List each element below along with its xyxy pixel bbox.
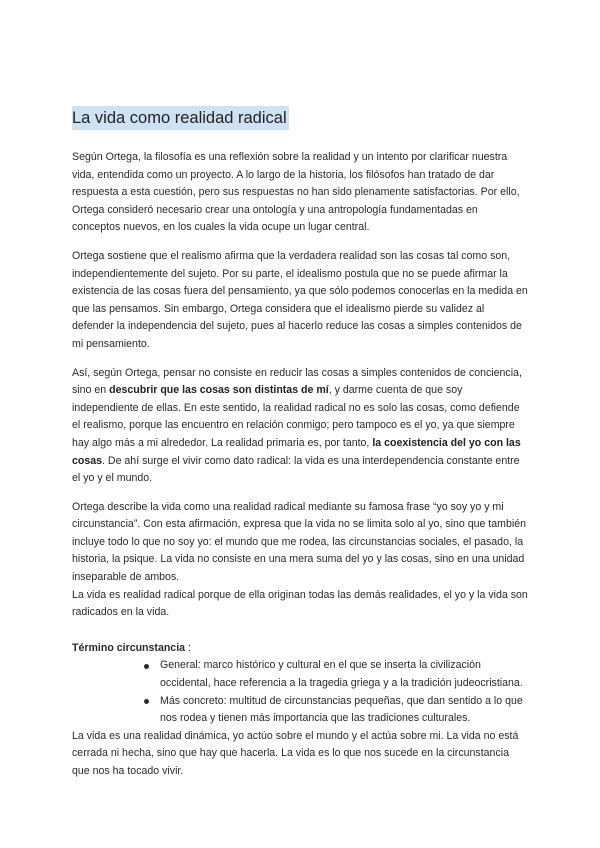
- paragraph-circumstance: Ortega describe la vida como una realidad radical mediante su famosa frase “yo soy yo y mi circunstancia”. Con esta afirmación, expresa que la vida no se limita solo al yo, sino que también incluye todo lo que no soy yo: el mundo que me rodea, las circunstancias sociales, el pasado, la historia, la psique. La vida no consiste en una mera suma del yo y las cosas, sino en una unidad inseparable de ambos.: [72, 500, 527, 584]
- bullet-list: [72, 657, 528, 727]
- list-item-text: General: marco histórico y cultural en el que se inserta la civilización occidental, hace referencia a la tragedia griega y a la tradición judeocristiana.: [160, 659, 523, 690]
- bold-phrase-coexistence: la coexistencia del yo con las cosas: [72, 436, 521, 467]
- bold-phrase-discover: descubrir que las cosas son distintas de mí: [109, 384, 329, 397]
- page-title: La vida como realidad radical: [72, 106, 289, 130]
- term-heading: [72, 640, 528, 658]
- text-segment: . De ahí surge el vivir como dato radical: la vida es una interdependencia constante entre el yo y el mundo.: [72, 454, 520, 485]
- bullet-icon: [144, 699, 149, 704]
- list-item: [144, 693, 528, 728]
- spacer: [72, 622, 528, 640]
- text-segment: , y darme cuenta de que soy independiente de ellas. En este sentido, la realidad radical no es solo las cosas, como defiende el realismo, porque las encuentro en relación conmigo; pero tampoco es el yo, ya que siempre hay algo más a mi alrededor. La realidad primaria es, por tanto,: [72, 384, 520, 449]
- text-segment: Así, según Ortega, pensar no consiste en reducir las cosas a simples contenidos de conciencia, sino en: [72, 366, 522, 397]
- list-item-text: Más concreto: multitud de circunstancias pequeñas, que dan sentido a lo que nos rodea y tienen más importancia que las tradiciones culturales.: [160, 694, 523, 725]
- bullet-icon: [144, 664, 149, 669]
- paragraph-coexistence: [72, 365, 528, 488]
- term-heading-suffix: :: [185, 641, 191, 654]
- paragraph-intro: Según Ortega, la filosofía es una reflexión sobre la realidad y un intento por clarificar nuestra vida, entendida como un proyecto. A lo largo de la historia, los filósofos han tratado de dar respuesta a esta cuestión, pero sus respuestas no han sido plenamente satisfactorias. Por ello, Ortega consideró necesario crear una ontología y una antropología fundamentadas en conceptos nuevos, en los cuales la vida ocupe un lugar central.: [72, 151, 520, 234]
- term-heading-label: Término circunstancia: [72, 641, 186, 654]
- paragraph-radical-reality: La vida es realidad radical porque de ella originan todas las demás realidades, el yo y la vida son radicados en la vida.: [72, 588, 528, 619]
- paragraph-realism-idealism: Ortega sostiene que el realismo afirma que la verdadera realidad son las cosas tal como son, independientemente del sujeto. Por su parte, el idealismo postula que no se puede afirmar la existencia de las cosas fuera del pensamiento, ya que sólo podemos conocerlas en la medida en que las pensamos. Sin embargo, Ortega considera que el idealismo pierde su validez al defender la independencia del sujeto, pues al hacerlo reduce las cosas a simples contenidos de mi pensamiento.: [72, 249, 528, 350]
- list-item: [144, 657, 528, 692]
- paragraph-dynamic-reality: La vida es una realidad dinámica, yo actúo sobre el mundo y el actúa sobre mi. La vida no está cerrada ni hecha, sino que hay que hacerla. La vida es lo que nos sucede en la circunstancia que nos ha tocado vivir.: [72, 729, 519, 777]
